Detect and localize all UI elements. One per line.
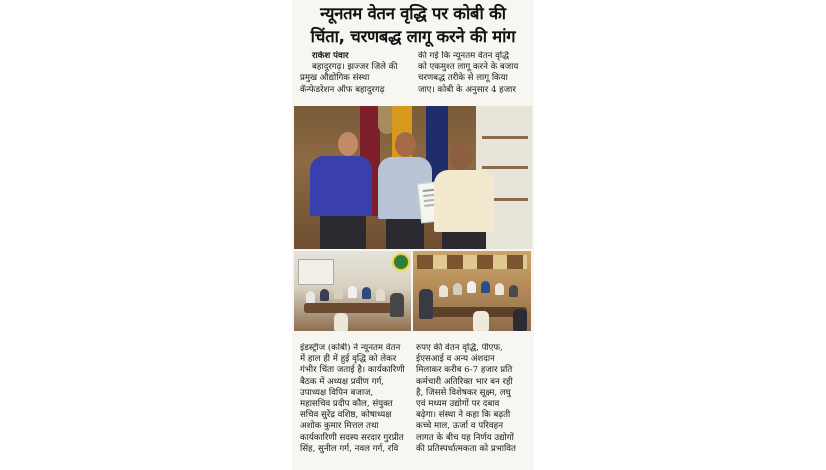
column-line: ईएसआई व अन्य अंशदान [416,354,495,365]
column-line: इंडस्ट्रीज (कोबी) ने न्यूनतम वेतन [300,343,401,353]
column-line: बहादुरगढ़। झज्जर जिले की [312,62,398,73]
photo-shelf [482,136,528,139]
newspaper-clipping [292,0,534,470]
column-line: जाए। कोबी के अनुसार 4 हजार [418,84,516,95]
organization-logo [392,253,410,271]
column-line: की गई कि न्यूनतम वेतन वृद्धि [418,51,510,61]
photo-shelf [482,166,528,169]
headline-line-1: न्यूनतम वेतन वृद्धि पर कोबी की [320,4,506,23]
wall-frames [417,255,527,269]
headline-line-2: चिंता, चरणबद्ध लागू करने की मांग [310,27,516,46]
attendee [376,289,385,301]
attendee [453,283,462,295]
column-line: सचिव सुरेंद्र वशिष्ठ, कोषाध्यक्ष [300,410,392,421]
attendee [481,281,490,293]
column-line: की प्रतिस्पर्धात्मकता को प्रभावित [416,443,516,454]
attendee [467,281,476,293]
attendee [509,285,518,297]
attendee [473,311,489,331]
presentation-screen [298,259,334,285]
meeting-photo-left [294,251,411,331]
column-line: उपाध्यक्ष विपिन बजाज, [300,387,374,398]
attendee [513,309,527,331]
column-line: सिंह, सुनील गर्ग, नवल गर्ग, रवि [300,443,399,454]
attendee [348,286,357,298]
attendee [334,287,343,299]
attendee [306,291,315,303]
attendee [390,293,404,317]
column-line: बढ़ेगा। संस्था ने कहा कि बढ़ती [416,410,511,421]
column-line: महासचिव प्रदीप कौल, संयुक्त [300,399,393,410]
main-photo-memorandum-handover [294,106,532,249]
column-line: मिलाकर करीब 6-7 हजार प्रति [416,365,513,376]
column-line: प्रमुख औद्योगिक संस्था [300,73,370,84]
attendee [334,313,348,331]
column-line: कॅन्फेडरेशन ऑफ बहादुरगढ़ [300,84,385,95]
article-column-2 [418,51,530,105]
column-line: गंभीर चिंता जताई है। कार्यकारिणी [300,365,405,376]
column-line: को एकमुश्त लागू करने के बजाय [418,62,519,73]
column-line: बैठक में अध्यक्ष प्रवीण गर्ग, [300,376,385,387]
column-line: चरणबद्ध तरीके से लागू किया [418,73,508,84]
column-line: एवं मध्यम उद्योगों पर दबाव [416,399,500,410]
attendee [362,287,371,299]
article-column-1 [300,51,410,105]
column-line: है, जिससे विशेषकर सूक्ष्म, लघु [416,387,511,398]
attendee [419,289,433,319]
column-line: रुपए की वेतन वृद्धि, पीएफ, [416,343,503,353]
article-column-3 [300,343,412,470]
meeting-photo-right [413,251,531,331]
article-column-4 [416,343,530,470]
attendee [320,289,329,301]
column-line: अशोक कुमार मित्तल तथा [300,421,379,432]
column-line: कर्मचारी अतिरिक्त भार बन रही [416,376,513,387]
column-line: में हाल ही में हुई वृद्धि को लेकर [300,354,397,365]
attendee [439,285,448,297]
column-line: कार्यकारिणी सदस्य सरदार गुरप्रीत [300,432,404,443]
attendee [495,283,504,295]
column-line: लागत के बीच यह निर्णय उद्योगों [416,432,514,443]
column-line: कच्चे माल, ऊर्जा व परिवहन [416,421,504,432]
meeting-table [304,303,404,313]
byline: राकेश पंवार [312,51,349,61]
